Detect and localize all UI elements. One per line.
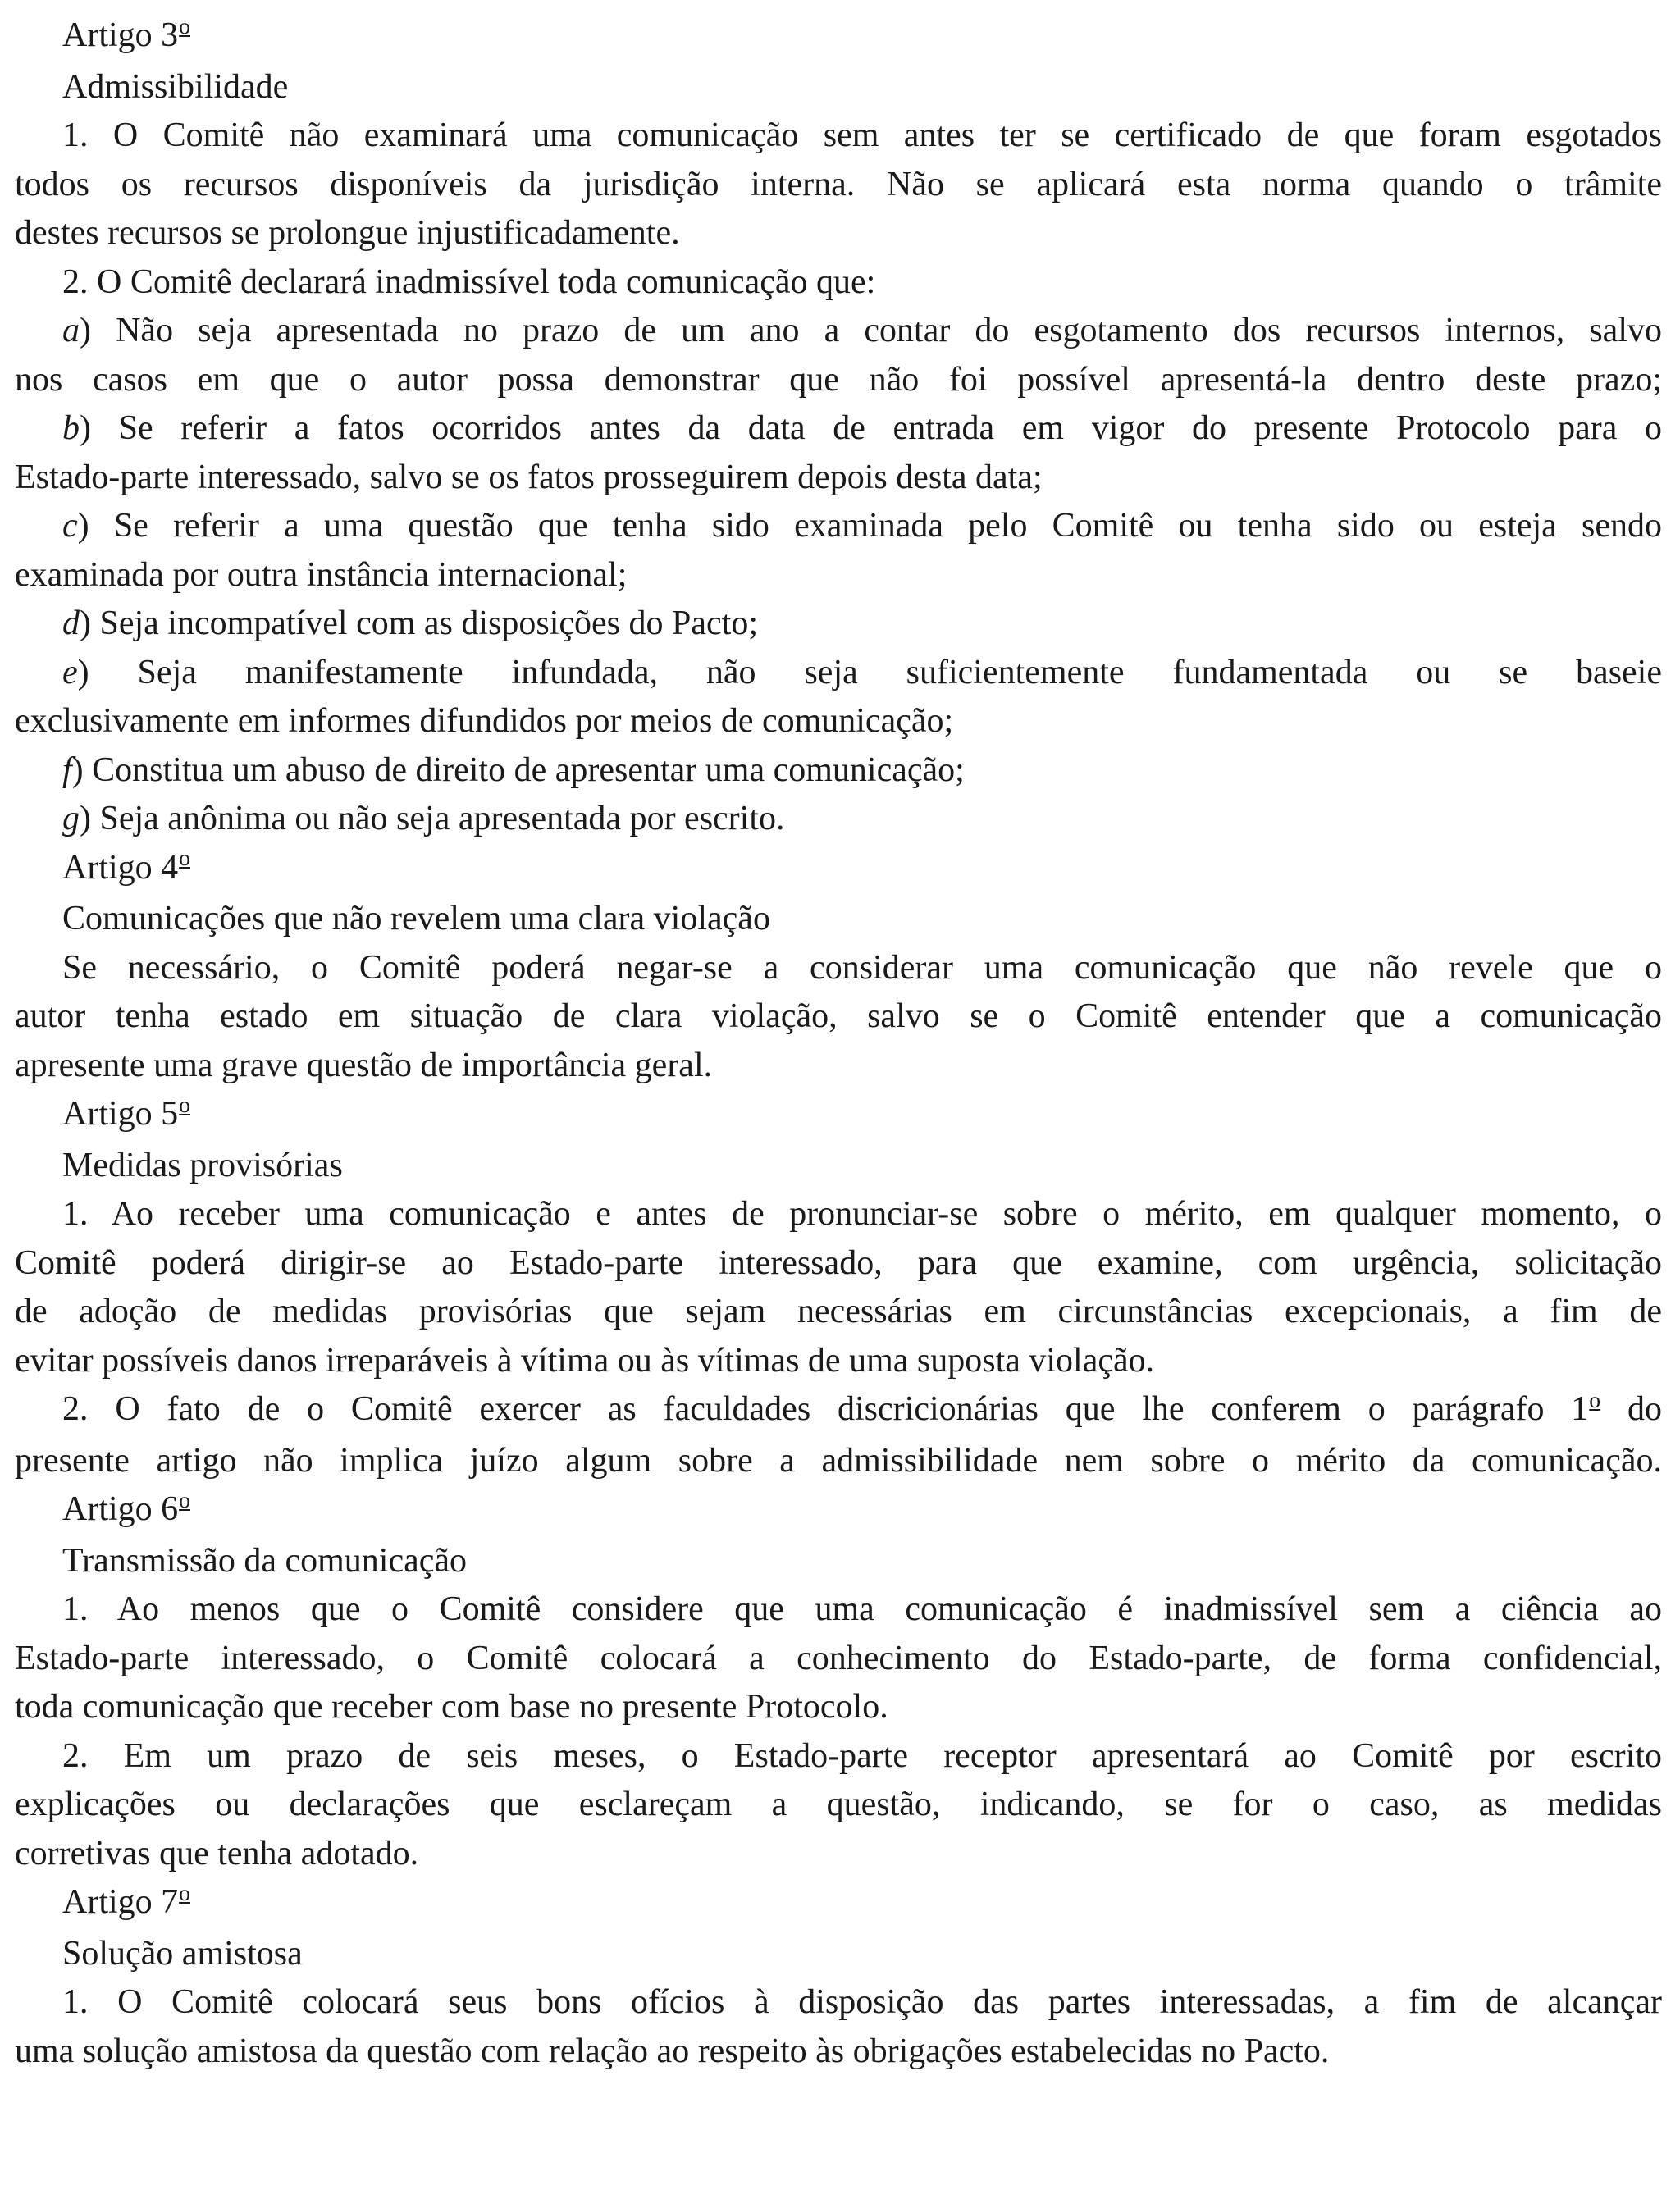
article-6-heading: Artigo 6$^o$ — [62, 1486, 191, 1528]
article-6-title: Transmissão da comunicação — [62, 1541, 468, 1580]
list-item-f: f) Constitua um abuso de direito de apresentar uma comunicação; — [62, 750, 965, 789]
paragraph-line: apresente uma grave questão de importância geral. — [15, 1046, 713, 1084]
paragraph-line: Estado-parte interessado, salvo se os fatos prosseguirem depois desta data; — [15, 458, 1043, 496]
paragraph-line: de adoção de medidas provisórias que sejam necessárias em circunstâncias excepcionais, a fim de — [15, 1293, 1662, 1330]
paragraph-line: evitar possíveis danos irreparáveis à vítima ou às vítimas de uma suposta violação. — [15, 1341, 1155, 1380]
paragraph-line: autor tenha estado em situação de clara violação, salvo se o Comitê entender que a comunicação — [15, 997, 1662, 1035]
article-3-heading: Artigo 3$^o$ — [62, 12, 191, 54]
ordinal-indicator: o — [179, 1879, 191, 1905]
paragraph-line: 1. Ao receber uma comunicação e antes de pronunciar-se sobre o mérito, em qualquer momento, o — [62, 1195, 1662, 1233]
paragraph-line: corretivas que tenha adotado. — [15, 1834, 419, 1873]
paragraph-line: examinada por outra instância internacional; — [15, 555, 628, 594]
paragraph-line: Se necessário, o Comitê poderá negar-se a considerar uma comunicação que não revele que o — [62, 948, 1662, 987]
paragraph-line: nos casos em que o autor possa demonstrar que não foi possível apresentá-la dentro deste prazo; — [15, 360, 1662, 399]
paragraph-line: Comitê poderá dirigir-se ao Estado-parte interessado, para que examine, com urgência, solicitação — [15, 1243, 1662, 1282]
paragraph-line: toda comunicação que receber com base no presente Protocolo. — [15, 1688, 888, 1726]
paragraph-line: 2. Em um prazo de seis meses, o Estado-parte receptor apresentará ao Comitê por escrito — [62, 1736, 1662, 1775]
article-7-heading: Artigo 7$^o$ — [62, 1879, 191, 1921]
paragraph-line: todos os recursos disponíveis da jurisdição interna. Não se aplicará esta norma quando o trâmite — [15, 165, 1662, 203]
list-item-c: c) Se referir a uma questão que tenha sido examinada pelo Comitê ou tenha sido ou esteja sendo — [62, 507, 1662, 545]
article-3-title: Admissibilidade — [62, 67, 289, 106]
document-page — [0, 11, 1680, 2185]
article-4-title: Comunicações que não revelem uma clara violação — [62, 900, 770, 937]
paragraph-line: 2. O fato de o Comitê exercer as faculdades discricionárias que lhe conferem o parágrafo 1$^o$ do — [62, 1386, 1662, 1428]
list-item-g: g) Seja anônima ou não seja apresentada por escrito. — [62, 800, 785, 837]
ordinal-indicator: o — [179, 1091, 191, 1117]
list-item-d: d) Seja incompatível com as disposições do Pacto; — [62, 604, 758, 642]
list-item-b: b) Se referir a fatos ocorridos antes da data de entrada em vigor do presente Protocolo para o — [62, 409, 1662, 447]
paragraph-line: 1. Ao menos que o Comitê considere que uma comunicação é inadmissível sem a ciência ao — [62, 1590, 1662, 1628]
paragraph-line: 2. O Comitê declarará inadmissível toda comunicação que: — [62, 262, 876, 301]
ordinal-indicator: o — [1589, 1386, 1601, 1412]
article-5-heading: Artigo 5$^o$ — [62, 1091, 191, 1133]
paragraph-line: Estado-parte interessado, o Comitê colocará a conhecimento do Estado-parte, de forma confidencial, — [15, 1639, 1662, 1677]
paragraph-line: destes recursos se prolongue injustificadamente. — [15, 214, 680, 252]
paragraph-line: explicações ou declarações que esclareçam a questão, indicando, se for o caso, as medidas — [15, 1786, 1662, 1823]
paragraph-line: presente artigo não implica juízo algum sobre a admissibilidade nem sobre o mérito da comunicação. — [15, 1441, 1662, 1480]
ordinal-indicator: o — [179, 12, 191, 39]
ordinal-indicator: o — [179, 1486, 191, 1512]
list-item-e: e) Seja manifestamente infundada, não seja suficientemente fundamentada ou se baseie — [62, 653, 1662, 691]
paragraph-line: 1. O Comitê não examinará uma comunicação sem antes ter se certificado de que foram esgotados — [62, 116, 1662, 154]
paragraph-line: 1. O Comitê colocará seus bons ofícios à disposição das partes interessadas, a fim de alcançar — [62, 1983, 1662, 2021]
paragraph-line: exclusivamente em informes difundidos por meios de comunicação; — [15, 702, 954, 740]
paragraph-line: uma solução amistosa da questão com relação ao respeito às obrigações estabelecidas no Pacto. — [15, 2032, 1330, 2070]
article-5-title: Medidas provisórias — [62, 1146, 343, 1184]
article-4-heading: Artigo 4$^o$ — [62, 845, 191, 887]
list-item-a: a) Não seja apresentada no prazo de um ano a contar do esgotamento dos recursos internos, salvo — [62, 312, 1662, 349]
article-7-title: Solução amistosa — [62, 1934, 303, 1973]
ordinal-indicator: o — [179, 845, 191, 871]
